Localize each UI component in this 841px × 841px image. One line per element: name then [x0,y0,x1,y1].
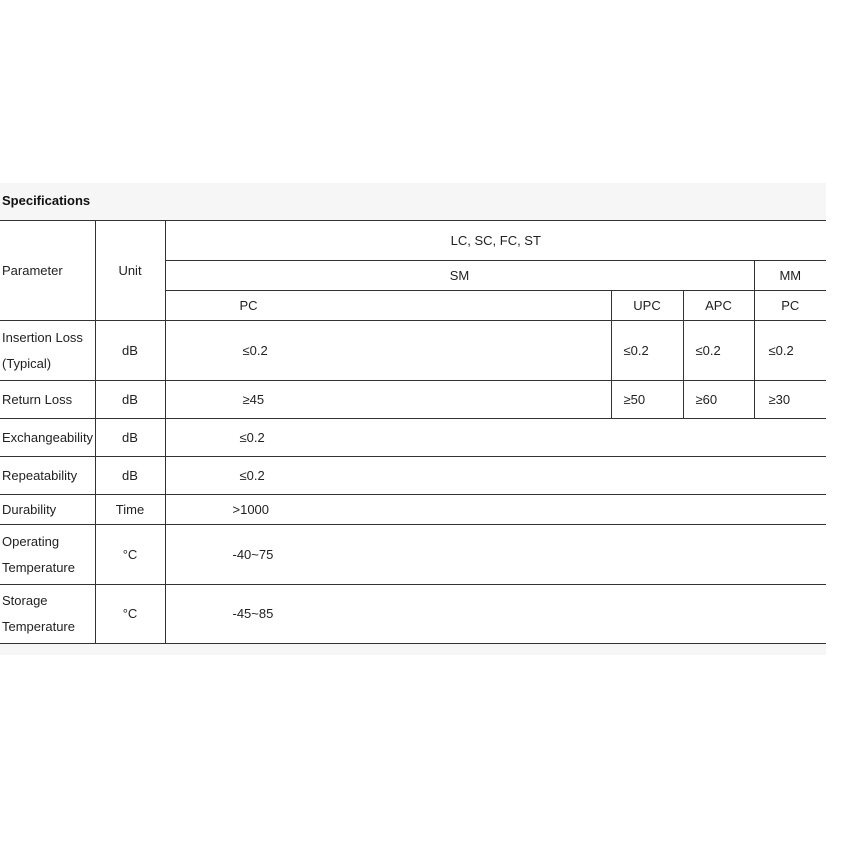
row-unit: °C [95,525,165,585]
section-title: Specifications [2,193,91,208]
row-parameter: Return Loss [0,381,95,419]
specifications-table [0,220,826,644]
table-row [0,525,826,585]
table-row [0,321,826,381]
row-parameter: Storage Temperature [0,585,95,644]
row-value: ≤0.2 [165,419,826,457]
row-upc-value: ≤0.2 [611,321,683,381]
row-apc-value: ≥60 [683,381,754,419]
row-pc-value: ≤0.2 [165,321,611,381]
row-mm-pc-value: ≤0.2 [754,321,826,381]
row-unit: dB [95,321,165,381]
row-mm-pc-value: ≥30 [754,381,826,419]
header-mm-pc: PC [754,291,826,321]
row-unit: dB [95,419,165,457]
row-pc-value: ≥45 [165,381,611,419]
row-upc-value: ≥50 [611,381,683,419]
row-value: -40~75 [165,525,826,585]
header-mm: MM [754,261,826,291]
row-unit: dB [95,381,165,419]
header-parameter: Parameter [0,221,95,321]
row-value: -45~85 [165,585,826,644]
row-unit: Time [95,495,165,525]
row-parameter: Durability [0,495,95,525]
header-apc: APC [683,291,754,321]
header-pc: PC [165,291,611,321]
header-row-1 [0,221,826,261]
row-parameter: Insertion Loss (Typical) [0,321,95,381]
row-parameter: Repeatability [0,457,95,495]
row-apc-value: ≤0.2 [683,321,754,381]
row-unit: dB [95,457,165,495]
row-parameter: Exchangeability [0,419,95,457]
table-row [0,419,826,457]
row-parameter: Operating Temperature [0,525,95,585]
header-sm: SM [165,261,754,291]
table-row [0,457,826,495]
table-row [0,585,826,644]
header-unit: Unit [95,221,165,321]
header-upc: UPC [611,291,683,321]
row-unit: °C [95,585,165,644]
row-value: ≤0.2 [165,457,826,495]
table-row [0,495,826,525]
table-row [0,381,826,419]
header-connectors: LC, SC, FC, ST [165,221,826,261]
row-value: >1000 [165,495,826,525]
